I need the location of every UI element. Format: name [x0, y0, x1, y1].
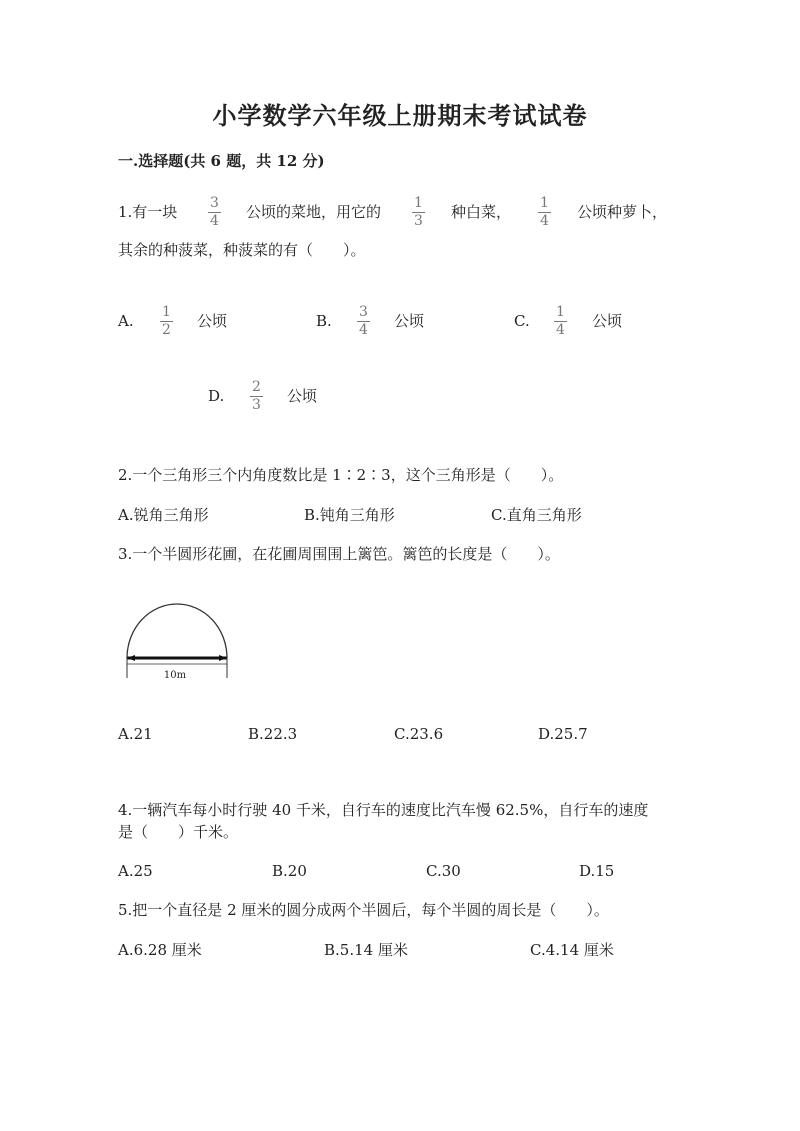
q4-option-a: A.25	[118, 862, 153, 880]
page-title: 小学数学六年级上册期末考试试卷	[212, 101, 588, 130]
q1-option-d-unit: 公顷	[287, 387, 318, 405]
fraction-denominator: 4	[210, 213, 219, 229]
q1-option-b-fraction	[357, 305, 370, 338]
q1-fraction-3-4	[208, 196, 221, 229]
section-heading: 一.选择题(共 6 题，共 12 分)	[118, 152, 325, 170]
fraction-numerator: 3	[210, 195, 219, 211]
q1-mid3: 公顷种萝卜，	[577, 203, 668, 221]
q2-option-b: B.钝角三角形	[304, 506, 395, 524]
fraction-numerator: 3	[359, 304, 368, 320]
q5-option-a: A.6.28 厘米	[118, 941, 202, 959]
diameter-label: 10m	[163, 670, 187, 681]
fraction-denominator: 4	[359, 322, 368, 338]
q4-option-c: C.30	[426, 862, 461, 880]
fraction-denominator: 4	[556, 322, 565, 338]
q2-option-a: A.锐角三角形	[118, 506, 209, 524]
q2-text: 2.一个三角形三个内角度数比是 1∶2∶3，这个三角形是（ ）。	[118, 466, 564, 484]
q1-option-a-unit: 公顷	[197, 312, 228, 330]
q4-line2: 是（ ）千米。	[118, 823, 239, 841]
fraction-numerator: 1	[414, 195, 423, 211]
fraction-denominator: 3	[252, 397, 261, 413]
semicircle-figure	[118, 598, 240, 688]
fraction-denominator: 3	[414, 213, 423, 229]
q2-option-c: C.直角三角形	[491, 506, 582, 524]
q4-option-d: D.15	[579, 862, 615, 880]
q1-fraction-1-3	[412, 196, 425, 229]
q1-mid1: 公顷的菜地，用它的	[246, 203, 382, 221]
q1-option-a-letter: A.	[118, 312, 134, 330]
fraction-numerator: 2	[252, 379, 261, 395]
fraction-denominator: 4	[540, 213, 549, 229]
q1-option-b-unit: 公顷	[394, 312, 425, 330]
q1-option-a-fraction	[160, 305, 173, 338]
q1-line2: 其余的种菠菜，种菠菜的有（ ）。	[118, 241, 366, 259]
q1-option-c-fraction	[554, 305, 567, 338]
q1-option-d-letter: D.	[208, 387, 225, 405]
fraction-numerator: 1	[162, 304, 171, 320]
q1-option-b-letter: B.	[316, 312, 332, 330]
q1-mid2: 种白菜，	[451, 203, 512, 221]
fraction-denominator: 2	[162, 322, 171, 338]
q3-option-b: B.22.3	[248, 725, 298, 743]
q3-option-d: D.25.7	[538, 725, 588, 743]
q1-option-c-unit: 公顷	[592, 312, 623, 330]
q1-fraction-1-4	[538, 196, 551, 229]
fraction-numerator: 1	[540, 195, 549, 211]
q4-line1: 4.一辆汽车每小时行驶 40 千米，自行车的速度比汽车慢 62.5%，自行车的速度	[118, 801, 649, 819]
q5-option-c: C.4.14 厘米	[530, 941, 614, 959]
q5-option-b: B.5.14 厘米	[324, 941, 408, 959]
q4-option-b: B.20	[272, 862, 307, 880]
q1-option-c-letter: C.	[514, 312, 530, 330]
q3-option-c: C.23.6	[394, 725, 444, 743]
q5-text: 5.把一个直径是 2 厘米的圆分成两个半圆后，每个半圆的周长是（ ）。	[118, 901, 609, 919]
fraction-numerator: 1	[556, 304, 565, 320]
q3-text: 3.一个半圆形花圃，在花圃周围围上篱笆。篱笆的长度是（ ）。	[118, 545, 560, 563]
q1-prefix: 1.有一块	[118, 203, 178, 221]
q1-option-d-fraction	[250, 380, 263, 413]
q3-option-a: A.21	[118, 725, 153, 743]
